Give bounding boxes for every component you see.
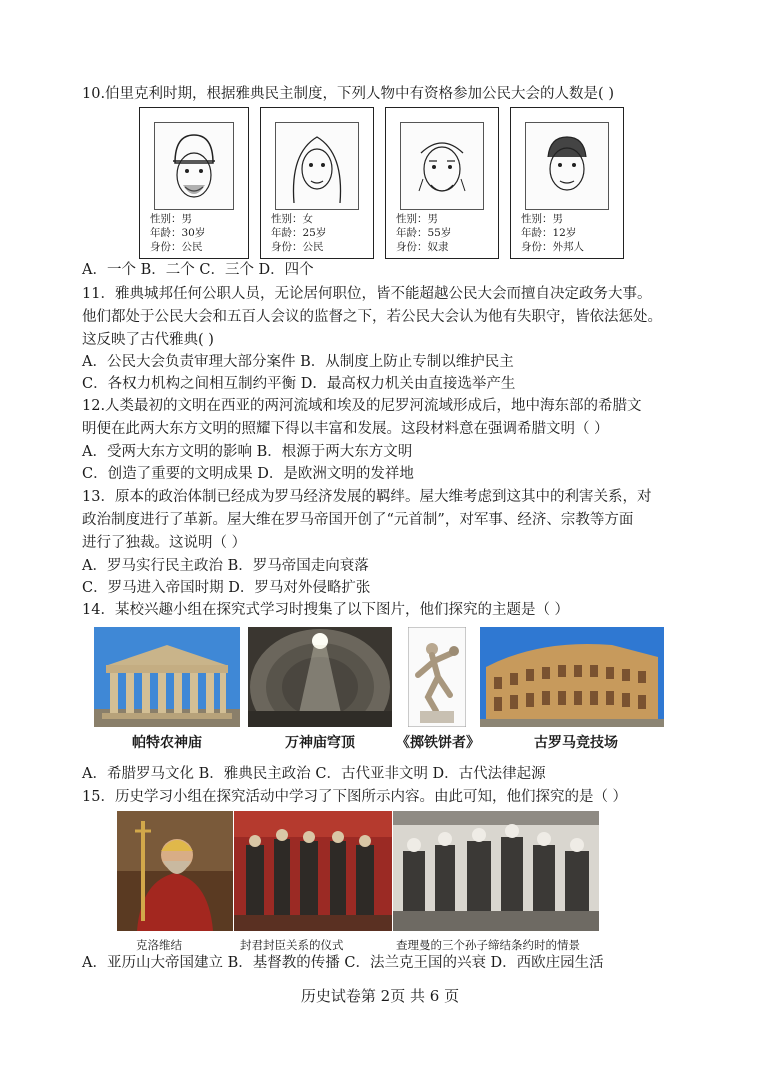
caption-clovis: 克洛维结 — [136, 938, 182, 952]
portrait-card-1 — [139, 107, 249, 259]
caption-discobolus: 《掷铁饼者》 — [396, 735, 480, 751]
q11-line-3: 这反映了古代雅典( ) — [82, 332, 214, 348]
q14-options: A．希腊罗马文化 B．雅典民主政治 C．古代亚非文明 D．古代法律起源 — [82, 766, 546, 782]
card-gender: 性别：男 — [150, 213, 192, 225]
q11-options-2: C．各权力机构之间相互制约平衡 D．最高权力机关由直接选举产生 — [82, 376, 516, 392]
treaty-engraving-image — [393, 811, 599, 931]
q11-options-1: A．公民大会负责审理大部分案件 B．从制度上防止专制以维护民主 — [82, 354, 514, 370]
portrait-card-4 — [510, 107, 624, 259]
vassal-ceremony-image — [234, 811, 392, 931]
q10-stem: 10.伯里克利时期，根据雅典民主制度，下列人物中有资格参加公民大会的人数是( ) — [82, 86, 614, 102]
discobolus-photo — [408, 627, 466, 727]
q15-stem: 15．历史学习小组在探究活动中学习了下图所示内容。由此可知，他们探究的是（ ） — [82, 789, 628, 805]
card-age: 年龄：30岁 — [150, 227, 206, 239]
q11-line-1: 11．雅典城邦任何公职人员，无论居何职位，皆不能超越公民大会而擅自决定政务大事。 — [82, 286, 652, 302]
page-footer: 历史试卷第 2页 共 6 页 — [300, 987, 460, 1005]
q12-line-1: 12.人类最初的文明在西亚的两河流域和埃及的尼罗河流域形成后，地中海东部的希腊文 — [82, 398, 642, 414]
q13-options-1: A．罗马实行民主政治 B．罗马帝国走向衰落 — [82, 558, 369, 574]
card-identity: 身份：公民 — [150, 241, 203, 253]
portrait-boy — [525, 122, 609, 210]
caption-treaty: 查理曼的三个孙子缔结条约时的情景 — [396, 938, 580, 952]
q13-options-2: C．罗马进入帝国时期 D．罗马对外侵略扩张 — [82, 580, 371, 596]
caption-vassal-ceremony: 封君封臣关系的仪式 — [240, 938, 344, 952]
q12-line-2: 明便在此两大东方文明的照耀下得以丰富和发展。这段材料意在强调希腊文明（ ） — [82, 421, 609, 437]
q10-options: A．一个 B．二个 C．三个 D．四个 — [82, 262, 314, 278]
q11-line-2: 他们都处于公民大会和五百人会议的监督之下，若公民大会认为他有失职守，皆依法惩处。 — [82, 309, 662, 325]
portrait-card-2 — [260, 107, 374, 259]
parthenon-photo — [94, 627, 240, 727]
card-age: 年龄：55岁 — [396, 227, 452, 239]
q13-line-3: 进行了独裁。这说明（ ） — [82, 535, 247, 551]
caption-pantheon: 万神庙穹顶 — [285, 735, 355, 751]
q15-options: A．亚历山大帝国建立 B．基督教的传播 C．法兰克王国的兴衰 D．西欧庄园生活 — [82, 955, 604, 971]
card-gender: 性别：女 — [271, 213, 313, 225]
portrait-woman — [275, 122, 359, 210]
q13-line-1: 13．原本的政治体制已经成为罗马经济发展的羁绊。屋大维考虑到这其中的利害关系，对 — [82, 489, 652, 505]
colosseum-photo — [480, 627, 664, 727]
pantheon-dome-photo — [248, 627, 392, 727]
portrait-helmeted-man — [154, 122, 234, 210]
card-age: 年龄：12岁 — [521, 227, 577, 239]
q14-stem: 14．某校兴趣小组在探究式学习时搜集了以下图片，他们探究的主题是（ ） — [82, 602, 570, 618]
card-identity: 身份：奴隶 — [396, 241, 449, 253]
portrait-card-3 — [385, 107, 499, 259]
q12-options-2: C．创造了重要的文明成果 D．是欧洲文明的发祥地 — [82, 466, 414, 482]
caption-colosseum: 古罗马竞技场 — [534, 735, 618, 751]
clovis-portrait — [117, 811, 233, 931]
card-gender: 性别：男 — [521, 213, 563, 225]
card-identity: 身份：公民 — [271, 241, 324, 253]
card-identity: 身份：外邦人 — [521, 241, 584, 253]
card-gender: 性别：男 — [396, 213, 438, 225]
caption-parthenon: 帕特农神庙 — [132, 735, 202, 751]
q12-options-1: A．受两大东方文明的影响 B．根源于两大东方文明 — [82, 444, 413, 460]
portrait-old-man — [400, 122, 484, 210]
card-age: 年龄：25岁 — [271, 227, 327, 239]
q13-line-2: 政治制度进行了革新。屋大维在罗马帝国开创了“元首制”，对军事、经济、宗教等方面 — [82, 512, 634, 528]
